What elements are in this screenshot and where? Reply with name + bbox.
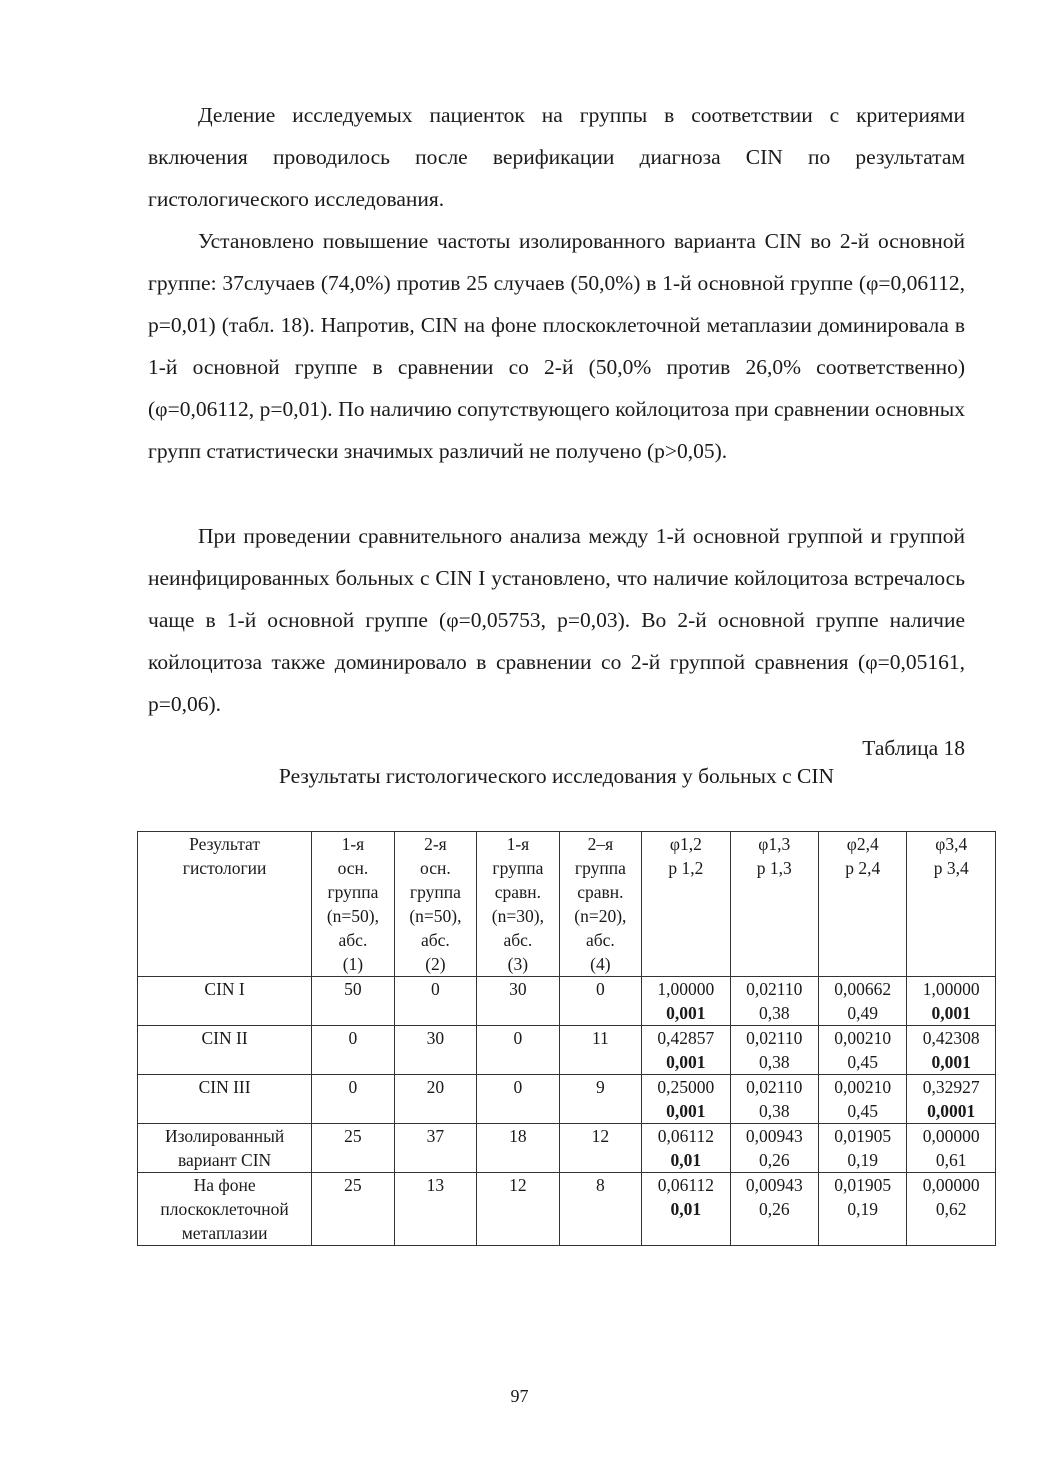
stat-cell xyxy=(907,1026,996,1075)
stat-cell xyxy=(642,1026,730,1075)
count-cell: 30 xyxy=(477,977,559,1026)
header-line: осн. xyxy=(420,858,451,878)
count-cell: 12 xyxy=(477,1173,559,1246)
p-value: 0,49 xyxy=(847,1003,879,1023)
phi-value: 0,00662 xyxy=(834,979,892,999)
count-cell: 0 xyxy=(477,1075,559,1124)
count-cell: 13 xyxy=(394,1173,476,1246)
header-cell xyxy=(730,832,818,977)
phi-value: 0,02110 xyxy=(746,979,803,999)
p-value: 0,26 xyxy=(758,1199,790,1219)
phi-value: 0,42857 xyxy=(657,1028,715,1048)
count-cell: 18 xyxy=(477,1124,559,1173)
stat-cell xyxy=(730,1075,818,1124)
count-cell: 9 xyxy=(559,1075,641,1124)
stat-cell xyxy=(730,1173,818,1246)
header-line: (2) xyxy=(425,954,446,974)
table-row xyxy=(138,977,996,1026)
row-label: CIN I xyxy=(204,979,245,999)
header-line: Результат xyxy=(189,834,261,854)
header-line: абс. xyxy=(420,930,450,950)
phi-value: 0,06112 xyxy=(657,1126,714,1146)
header-cell xyxy=(819,832,907,977)
stat-cell xyxy=(730,977,818,1026)
phi-value: 0,00000 xyxy=(922,1175,980,1195)
p-value: 0,38 xyxy=(758,1052,790,1072)
stat-cell xyxy=(642,1124,730,1173)
count-cell: 25 xyxy=(312,1124,394,1173)
row-label-cell xyxy=(138,1124,312,1173)
phi-value: 0,00210 xyxy=(834,1028,892,1048)
header-line: 2-я xyxy=(424,834,447,854)
results-table xyxy=(137,831,996,1246)
header-cell xyxy=(477,832,559,977)
page-number: 97 xyxy=(510,1386,529,1406)
stat-cell xyxy=(907,1173,996,1246)
stat-cell xyxy=(907,1124,996,1173)
row-label: плоскоклеточной xyxy=(160,1199,289,1219)
header-line: (4) xyxy=(590,954,611,974)
stat-cell xyxy=(642,977,730,1026)
p-value: 0,38 xyxy=(758,1003,790,1023)
phi-value: 0,06112 xyxy=(657,1175,714,1195)
phi-value: 0,02110 xyxy=(746,1077,803,1097)
header-line: гистологии xyxy=(182,858,267,878)
header-line: (n=20), xyxy=(574,906,627,926)
phi-value: 1,00000 xyxy=(922,979,980,999)
paragraph-1: Деление исследуемых пациенток на группы в соответствии с критериями включения проводилось после верификации диагноза CIN по результатам гистологического исследования. xyxy=(148,103,965,211)
header-line: (n=50), xyxy=(326,906,379,926)
table-row xyxy=(138,1124,996,1173)
header-line: сравн. xyxy=(577,882,624,902)
phi-value: 0,00210 xyxy=(834,1077,892,1097)
stat-cell xyxy=(907,977,996,1026)
stat-cell xyxy=(730,1124,818,1173)
count-cell: 30 xyxy=(394,1026,476,1075)
p-value: 0,19 xyxy=(847,1199,879,1219)
stat-cell xyxy=(819,977,907,1026)
header-line: абс. xyxy=(503,930,533,950)
header-cell xyxy=(907,832,996,977)
p-value: 0,0001 xyxy=(927,1101,976,1121)
header-cell xyxy=(312,832,394,977)
paragraph-2: Установлено повышение частоты изолированного варианта CIN во 2-й основной группе: 37случаев (74,0%) против 25 случаев (50,0%) в 1-й основной группе (φ=0,06112, p=0,01) (табл. 18). Напротив, CIN на фоне плоскоклеточной метаплазии доминировала в 1-й основной группе в сравнении со 2-й (50,0% против 26,0% соответственно) (φ=0,06112, p=0,01). По наличию сопутствующего койлоцитоза при сравнении основных групп статистически значимых различий не получено (p>0,05). xyxy=(148,229,965,463)
header-cell xyxy=(559,832,641,977)
p-value: 0,62 xyxy=(935,1199,967,1219)
row-label-cell xyxy=(138,977,312,1026)
row-label: метаплазии xyxy=(181,1223,268,1243)
phi-value: 0,01905 xyxy=(834,1175,892,1195)
phi-value: 0,25000 xyxy=(657,1077,715,1097)
header-line: φ3,4 xyxy=(935,834,968,854)
header-line: осн. xyxy=(337,858,369,878)
p-value: 0,001 xyxy=(931,1003,971,1023)
count-cell: 0 xyxy=(477,1026,559,1075)
header-line: φ2,4 xyxy=(846,834,879,854)
stat-cell xyxy=(819,1124,907,1173)
p-value: 0,01 xyxy=(670,1150,702,1170)
phi-value: 0,32927 xyxy=(922,1077,980,1097)
table-row xyxy=(138,1075,996,1124)
header-line: абс. xyxy=(585,930,615,950)
phi-value: 1,00000 xyxy=(657,979,715,999)
row-label: CIN III xyxy=(198,1077,251,1097)
header-line: 2–я xyxy=(587,834,614,854)
table-number: Таблица 18 xyxy=(862,736,965,760)
header-line: p 1,2 xyxy=(668,858,704,878)
phi-value: 0,00943 xyxy=(745,1175,803,1195)
p-value: 0,26 xyxy=(758,1150,790,1170)
stat-cell xyxy=(819,1075,907,1124)
count-cell: 50 xyxy=(312,977,394,1026)
paragraph-3: При проведении сравнительного анализа между 1-й основной группой и группой неинфицированных больных с CIN I установлено, что наличие койлоцитоза встречалось чаще в 1-й основной группе (φ=0,05753, p=0,03). Во 2-й основной группе наличие койлоцитоза также доминировало в сравнении со 2-й группой сравнения (φ=0,05161, p=0,06). xyxy=(148,524,965,716)
header-line: 1-я xyxy=(341,834,365,854)
phi-value: 0,00943 xyxy=(745,1126,803,1146)
stat-cell xyxy=(642,1075,730,1124)
p-value: 0,001 xyxy=(666,1052,706,1072)
count-cell: 0 xyxy=(559,977,641,1026)
count-cell: 8 xyxy=(559,1173,641,1246)
header-line: сравн. xyxy=(494,882,542,902)
header-line: 1-я xyxy=(506,834,530,854)
p-value: 0,45 xyxy=(847,1052,879,1072)
header-line: группа xyxy=(574,858,626,878)
stat-cell xyxy=(642,1173,730,1246)
header-line: абс. xyxy=(338,930,368,950)
header-line: группа xyxy=(492,858,544,878)
row-label-cell xyxy=(138,1026,312,1075)
row-label: вариант CIN xyxy=(177,1150,272,1170)
stat-cell xyxy=(819,1026,907,1075)
p-value: 0,001 xyxy=(666,1003,706,1023)
header-line: p 3,4 xyxy=(933,858,969,878)
row-label-cell xyxy=(138,1075,312,1124)
count-cell: 11 xyxy=(559,1026,641,1075)
table-row xyxy=(138,1026,996,1075)
count-cell: 0 xyxy=(312,1026,394,1075)
header-line: группа xyxy=(409,882,461,902)
header-line: (n=50), xyxy=(409,906,462,926)
header-line: (1) xyxy=(342,954,364,974)
count-cell: 12 xyxy=(559,1124,641,1173)
table-header-row xyxy=(138,832,996,977)
count-cell: 0 xyxy=(312,1075,394,1124)
row-label: CIN II xyxy=(201,1028,248,1048)
header-line: p 1,3 xyxy=(756,858,792,878)
count-cell: 0 xyxy=(394,977,476,1026)
header-line: φ1,3 xyxy=(758,834,791,854)
table-row xyxy=(138,1173,996,1246)
header-line: p 2,4 xyxy=(845,858,881,878)
p-value: 0,19 xyxy=(847,1150,879,1170)
table-title: Результаты гистологического исследования у больных с CIN xyxy=(278,764,835,788)
row-label-cell xyxy=(138,1173,312,1246)
header-line: (3) xyxy=(507,954,529,974)
stat-cell xyxy=(907,1075,996,1124)
header-cell xyxy=(394,832,476,977)
phi-value: 0,01905 xyxy=(834,1126,892,1146)
header-cell xyxy=(138,832,312,977)
p-value: 0,45 xyxy=(847,1101,879,1121)
count-cell: 25 xyxy=(312,1173,394,1246)
p-value: 0,38 xyxy=(758,1101,790,1121)
p-value: 0,61 xyxy=(935,1150,967,1170)
phi-value: 0,02110 xyxy=(746,1028,803,1048)
p-value: 0,01 xyxy=(670,1199,702,1219)
count-cell: 37 xyxy=(394,1124,476,1173)
header-line: группа xyxy=(327,882,379,902)
header-line: φ1,2 xyxy=(669,834,702,854)
stat-cell xyxy=(819,1173,907,1246)
table-body xyxy=(138,977,996,1246)
p-value: 0,001 xyxy=(666,1101,706,1121)
row-label: На фоне xyxy=(193,1175,256,1195)
stat-cell xyxy=(730,1026,818,1075)
phi-value: 0,00000 xyxy=(922,1126,980,1146)
header-line: (n=30), xyxy=(491,906,544,926)
p-value: 0,001 xyxy=(931,1052,971,1072)
header-cell xyxy=(642,832,730,977)
count-cell: 20 xyxy=(394,1075,476,1124)
row-label: Изолированный xyxy=(164,1126,285,1146)
phi-value: 0,42308 xyxy=(922,1028,980,1048)
